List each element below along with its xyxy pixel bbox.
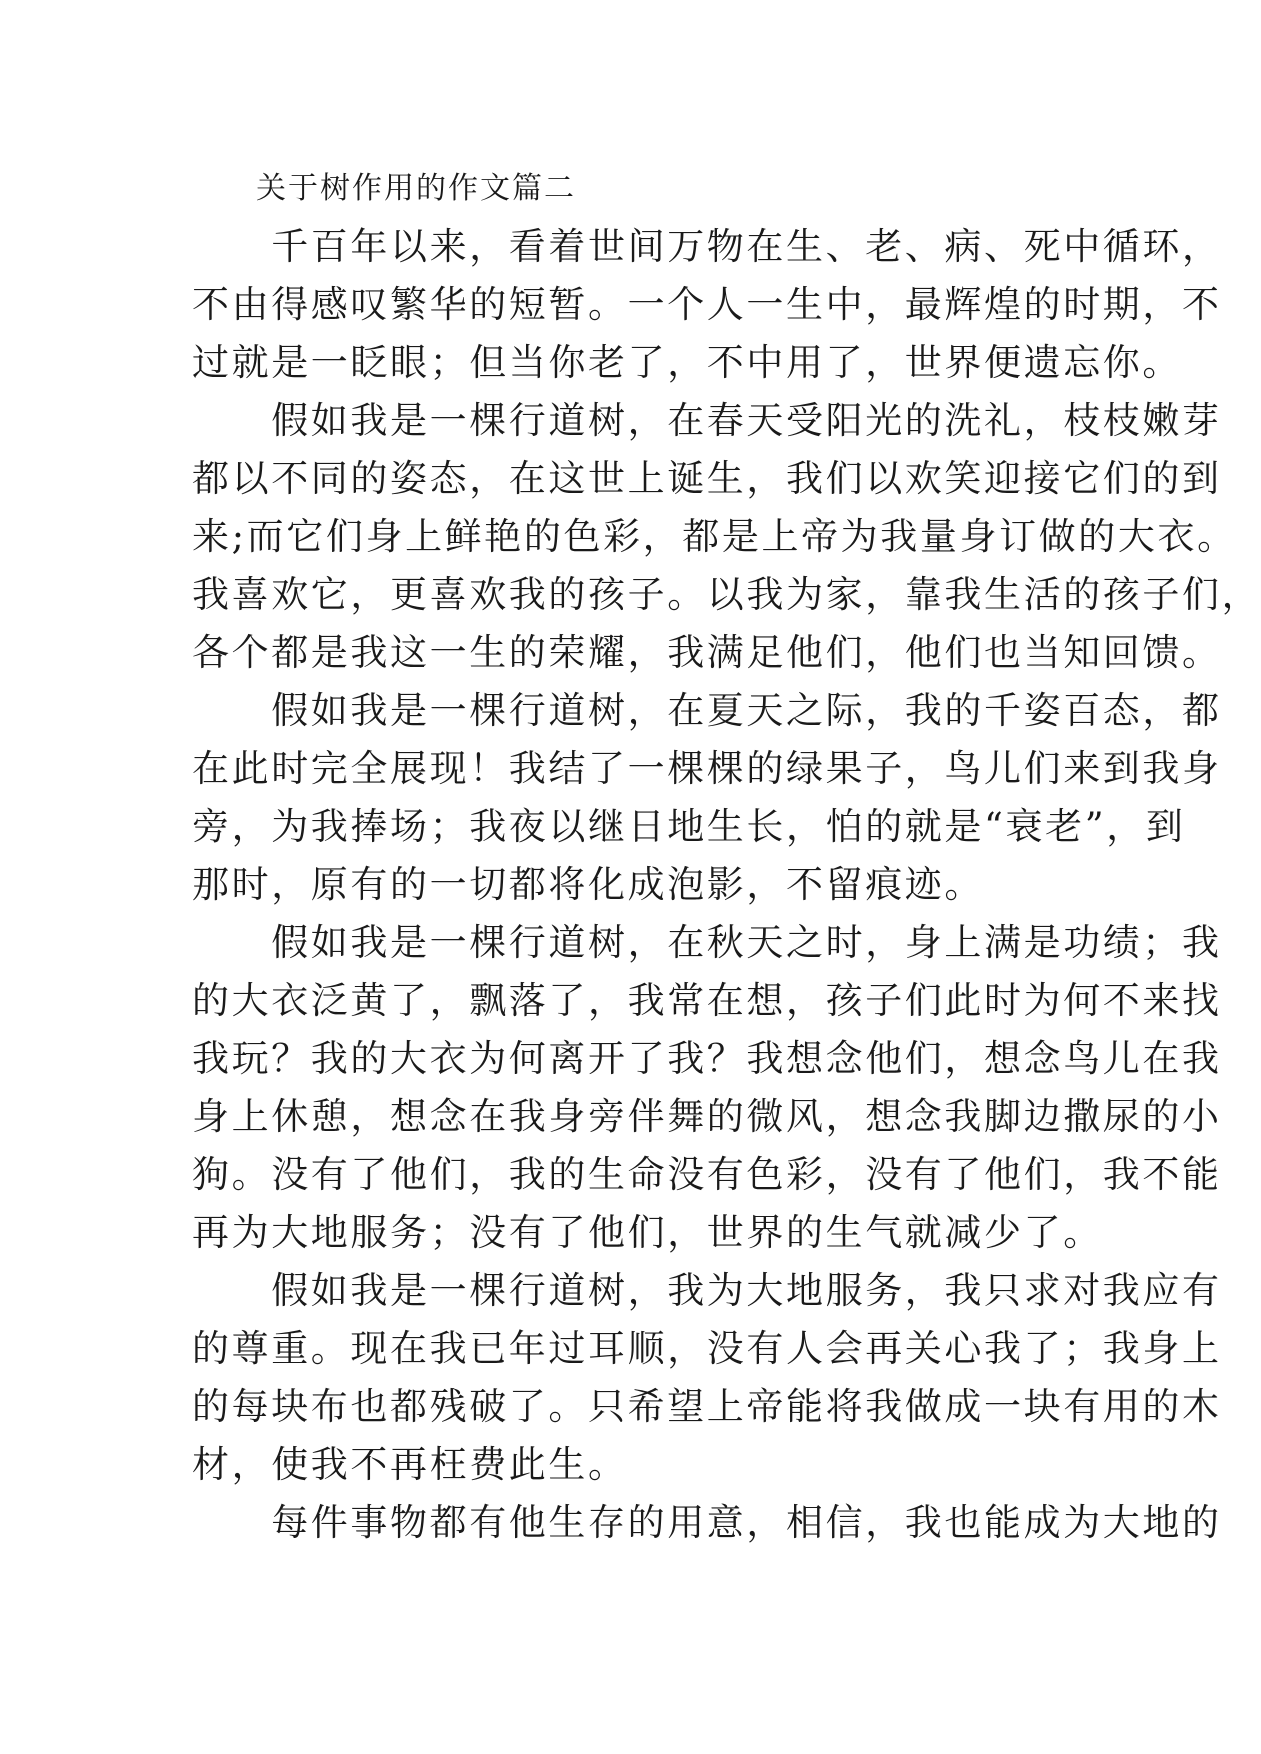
text-line: 假如我是一棵行道树，我为大地服务，我只求对我应有 [192,1269,1222,1312]
essay-body [192,160,1261,1552]
text-line: 材，使我不再枉费此生。 [192,1443,628,1486]
text-line: 旁，为我捧场；我夜以继日地生长，怕的就是“衰老”，到 [192,805,1186,848]
text-line: 各个都是我这一生的荣耀，我满足他们，他们也当知回馈。 [192,631,1222,674]
text-line: 我玩？我的大衣为何离开了我？我想念他们，想念鸟儿在我 [192,1037,1222,1080]
text-line: 假如我是一棵行道树，在夏天之际，我的千姿百态，都 [192,689,1222,732]
text-line: 千百年以来，看着世间万物在生、老、病、死中循环， [192,225,1222,268]
text-line: 过就是一眨眼；但当你老了，不中用了，世界便遗忘你。 [192,341,1182,384]
text-line: 身上休憩，想念在我身旁伴舞的微风，想念我脚边撒尿的小 [192,1095,1222,1138]
text-line: 的尊重。现在我已年过耳顺，没有人会再关心我了；我身上 [192,1327,1222,1370]
text-line: 假如我是一棵行道树，在秋天之时，身上满是功绩；我 [192,921,1222,964]
text-line: 的每块布也都残破了。只希望上帝能将我做成一块有用的木 [192,1385,1222,1428]
text-line: 我喜欢它，更喜欢我的孩子。以我为家，靠我生活的孩子们， [192,573,1261,616]
text-line: 的大衣泛黄了，飘落了，我常在想，孩子们此时为何不来找 [192,979,1222,1022]
text-line: 来;而它们身上鲜艳的色彩，都是上帝为我量身订做的大衣。 [192,515,1237,558]
text-line: 狗。没有了他们，我的生命没有色彩，没有了他们，我不能 [192,1153,1222,1196]
text-line: 都以不同的姿态，在这世上诞生，我们以欢笑迎接它们的到 [192,457,1222,500]
text-line: 那时，原有的一切都将化成泡影，不留痕迹。 [192,863,984,906]
text-line: 不由得感叹繁华的短暂。一个人一生中，最辉煌的时期，不 [192,283,1222,326]
text-line: 假如我是一棵行道树，在春天受阳光的洗礼，枝枝嫩芽 [192,399,1222,442]
text-line: 再为大地服务；没有了他们，世界的生气就减少了。 [192,1211,1103,1254]
text-line: 每件事物都有他生存的用意，相信，我也能成为大地的 [192,1501,1222,1544]
essay-title: 关于树作用的作文篇二 [256,171,576,206]
text-line: 在此时完全展现！我结了一棵棵的绿果子，鸟儿们来到我身 [192,747,1222,790]
